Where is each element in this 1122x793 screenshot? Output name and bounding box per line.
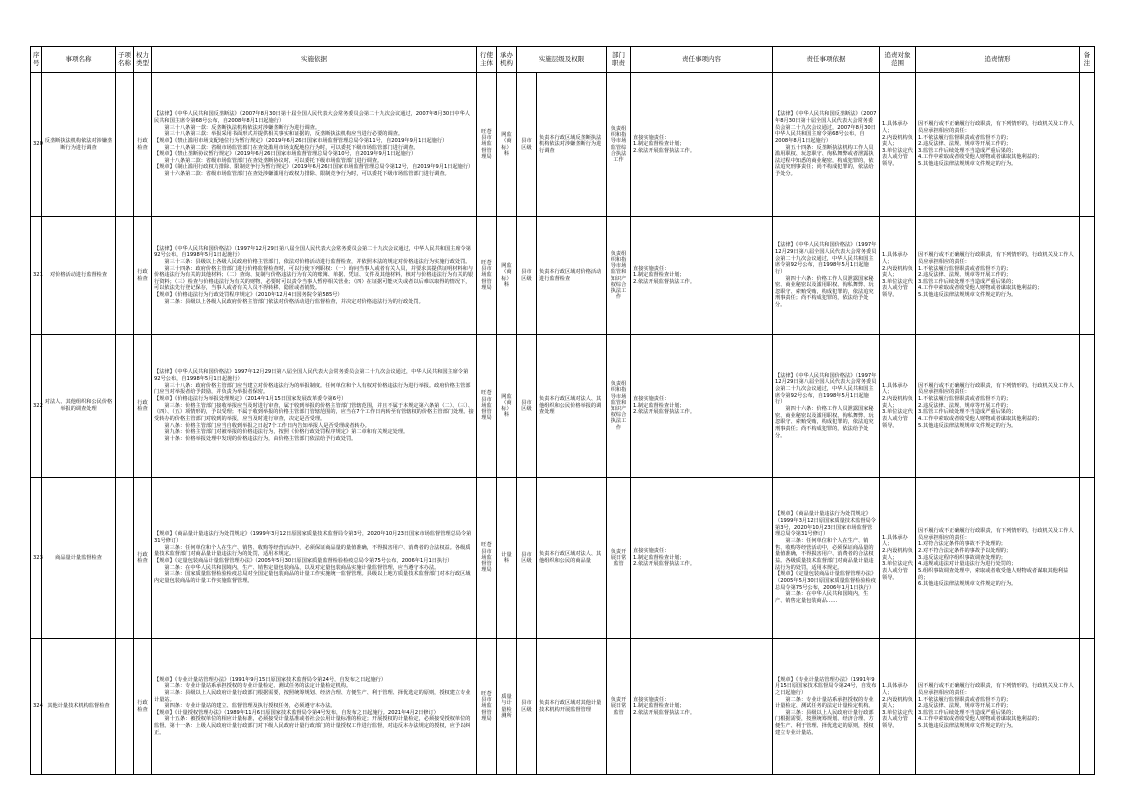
cell-note bbox=[1080, 217, 1095, 335]
table-row bbox=[31, 217, 1095, 335]
cell-resp-basis bbox=[773, 217, 880, 335]
header-target: 追责对象范围 bbox=[880, 47, 916, 73]
cell-name: 对价格活动进行监督检查 bbox=[42, 217, 116, 335]
cell-level: 县市区级 bbox=[517, 478, 537, 639]
cell-case bbox=[916, 73, 1080, 217]
cell-name: 对法人、其他组织和公民价格举报的调查处理 bbox=[42, 335, 116, 478]
basis-text: 【法律】《中华人民共和国反垄断法》（2007年8月30日第十届全国人民代表大会常务委员会第二十九次会议通过，2007年8月30日中华人民共和国主席令第68号公布，自2008年8月1日起施行） 第三十八条第一款：反垄断执法机构依法对涉嫌垄断行为进行调查。 第三十八条第三款：举报采用书面形式并提供相关事实和证据的，反垄断执法机构应当进行必要的调查。 【规章】《禁止滥用市场支配地位行为暂行规定》（2019年6月26日国家市场监督管理总局令第11号，自2019年9月1日起施行） 第二十八条第二款：省级市场监管部门在查处滥用市场支配地位行为时，可以委托下级市场监管部门进行调查。 【规章】《禁止垄断协议暂行规定》（2019年6月26日国家市场监督管理总局令第10号，自2019年9月1日起施行） 第十八条第二款：省级市场监管部门在查处垄断协议时，可以委托下级市场监管部门进行调查。 【规章】《制止滥用行政权力排除、限制竞争行为暂行规定》（2019年6月26日国家市场监督管理总局令第12号，自2019年9月1日起施行） 第十六条第二款：省级市场监管部门在查处涉嫌滥用行政权力排除、限制竞争行为时，可以委托下级市场监管部门进行调查。 bbox=[154, 111, 474, 178]
cell-case bbox=[916, 639, 1080, 775]
basis-text: 【法律】《中华人民共和国价格法》（1997年12月29日第八届全国人民代表大会常务委员会第二十九次会议通过，中华人民共和国主席令第92号公布，自1998年5月1日起施行） 第三十三条：县级以上各级人民政府价格主管部门，依法对价格活动进行监督检查，并依照本法的规定对价格违法行为实施行政处罚。 第三十四条：政府价格主管部门进行价格监督检查时，可以行使下列职权：（一）询问当事人或者有关人员，并要求其提供证明材料和与价格违法行为有关的其他材料；（二）查询、复制与价格违法行为有关的账簿、单据、凭证、文件及其他材料，核对与价格违法行为有关的银行资料；（三）检查与价格违法行为有关的财物，必要时可以责令当事人暂停相关营业；（四）在证据可能灭失或者以后难以取得的情况下，可以依法先行登记保存，当事人或者有关人员不得转移、隐匿或者销毁。 【规章】《价格违法行为行政处罚程序规定》（2010年12月4日国务院令第585号） 第二条：县级以上各级人民政府价格主管部门依法对价格活动进行监督检查，并决定对价格违法行为的行政处罚。 bbox=[154, 245, 474, 305]
cell-level: 县市区级 bbox=[517, 335, 537, 478]
cell-resp-basis bbox=[773, 639, 880, 775]
header-seq: 序号 bbox=[31, 47, 42, 73]
table-row bbox=[31, 335, 1095, 478]
case-text: 因不履行或不正确履行行政职责，有下列情形的，行政机关及工作人员应承担相应的责任： 1.不依法履行监督职责或者监督不力的； 2.违反法律、法规、规章等开展工作的； 3.监管工作后续处理不当造成严重后果的； 4.工作中索取或者收受他人财物或者谋取其他利益的； 5.其他违反法律法规规章文件规定的行为。 bbox=[918, 683, 1074, 730]
cell-basis bbox=[152, 335, 477, 478]
cell-basis bbox=[152, 478, 477, 639]
cell-seq: 324 bbox=[31, 639, 42, 775]
cell-dept-duty: 负责开展日常监管 bbox=[607, 478, 631, 639]
table-row bbox=[31, 639, 1095, 775]
cell-scope: 负责本行政区域对价格活动进行监督检查 bbox=[537, 217, 607, 335]
cell-target: 1.具体承办人； 2.内设机构负责人； 3.单位法定代表人或分管领导。 bbox=[880, 73, 916, 217]
case-text: 因不履行或不正确履行行政职责，有下列情形的，行政机关及工作人员应承担相应的责任： 1.不依法履行监督职责或者监督不力的； 2.违反法律、法规、规章等开展工作的； 3.监管工作后续处理不当造成严重后果的； 4.工作中索取或者收受他人财物或者谋取其他利益的； 5.其他违反法律法规规章文件规定的行为。 bbox=[918, 382, 1074, 429]
case-text: 因不履行或不正确履行行政职责，有下列情形的，行政机关及工作人员应承担相应的责任： 1.不依法履行监督职责或者监督不力的； 2.违反法律、法规、规章等开展工作的； 3.监管工作后续处理不当造成严重后果的； 4.工作中索取或者收受他人财物或者谋取其他利益的； 5.其他违反法律法规规章文件规定的行为。 bbox=[918, 252, 1074, 299]
cell-resp: 直接实施责任： 1.制定监督检查计划； 2.依法开展监督执法工作。 bbox=[631, 217, 773, 335]
cell-power: 行政检查 bbox=[134, 73, 152, 217]
cell-seq: 323 bbox=[31, 478, 42, 639]
cell-case bbox=[916, 478, 1080, 639]
cell-level: 县市区级 bbox=[517, 217, 537, 335]
cell-level: 县市区级 bbox=[517, 639, 537, 775]
cell-seq: 321 bbox=[31, 217, 42, 335]
case-text: 因不履行或不正确履行行政职责，有下列情形的，行政机关及工作人员应承担相应的责任： 1.不依法履行监督职责或者监督不力的； 2.违反法律、法规、规章等开展工作的； 3.监管工作后续处理不当造成严重后果的； 4.工作中索取或者收受他人财物或者谋取其他利益的； 5.其他违反法律法规规章文件规定的行为。 bbox=[918, 121, 1074, 168]
resp-basis-text: 【法律】《中华人民共和国价格法》（1997年12月29日第八届全国人民代表大会常务委员会第二十九次会议通过，中华人民共和国主席令第92号公布，自1998年5月1日起施行） 第四十六条：价格工作人员泄露国家秘密、商业秘密以及滥用职权、徇私舞弊、玩忽职守、索贿受贿，构成犯罪的，依法追究刑事责任；尚不构成犯罪的，依法给予处分。 bbox=[775, 242, 877, 309]
resp-basis-text: 【法律】《中华人民共和国反垄断法》（2007年8月30日第十届全国人民代表大会常务委员会第二十九次会议通过，2007年8月30日中华人民共和国主席令第68号公布，自2008年8月1日起施行） 第五十四条：反垄断执法机构工作人员滥用职权、玩忽职守、徇私舞弊或者泄露执法过程中知悉的商业秘密，构成犯罪的，依法追究刑事责任；尚不构成犯罪的，依法给予处分。 bbox=[775, 111, 877, 178]
cell-basis bbox=[152, 217, 477, 335]
cell-name: 商品量计量监督检查 bbox=[42, 478, 116, 639]
basis-text: 【规章】《专业计量站管理办法》（1991年9月15日原国家技术监督局令第24号，自发布之日起施行） 第二条：专业计量站系承担授权的专业计量检定、测试任务的法定计量检定机构。 第三条：县级以上人民政府计量行政部门根据需要，按照统筹规划、经济合理、方便生产、利于管理、择优选定的原则，授权建立专业计量站。 第四条：专业计量站的建立、监督管理及执行授权任务，必须遵守本办法。 【规章】《计量授权管理办法》（1989年11月6日原国家技术监督局令第4号发布，自发布之日起施行。2021年4月2日修订） 第十五条：被授权单位的相应计量标准，必须接受计量基准或者社会公用计量标准的检定；开展授权的计量检定，必须接受授权单位的监督。第十一条：上级人民政府计量行政部门对下级人民政府计量行政部门的计量授权工作进行监督，对违反本办法规定的授权，应予以纠正。 bbox=[154, 676, 471, 736]
table-row bbox=[31, 478, 1095, 639]
header-dept-duty: 部门职责 bbox=[607, 47, 631, 73]
cell-scope: 负责本行政区域反垄断执法机构依法对涉嫌垄断行为进行调查 bbox=[537, 73, 607, 217]
cell-case bbox=[916, 335, 1080, 478]
resp-basis-text: 【规章】《专业计量站管理办法》（1991年9月15日原国家技术监督局令第24号，自发布之日起施行） 第二条：专业计量站系承担授权的专业计量检定、测试任务的法定计量检定机构。 第三条：县级以上人民政府计量行政部门根据需要，按照统筹规划、经济合理、方便生产、利于管理、择优选定的原则，授权建立专业计量站。 bbox=[775, 676, 877, 736]
responsibility-table bbox=[30, 46, 1095, 775]
cell-org: 质量与计量检测所 bbox=[497, 639, 517, 775]
cell-org: 网监（商标）科 bbox=[497, 335, 517, 478]
cell-target: 1.具体承办人； 2.内设机构负责人； 3.单位法定代表人或分管领导。 bbox=[880, 335, 916, 478]
resp-basis-text: 【规章】《商品量计量违法行为处罚规定》（1999年3月12日原国家质量技术监督局令第3号，2020年10月23日国家市场监督管理总局令第31号修订） 第三条：任何单位和个人在生产、销售、收购等经营活动中，必须保证商品量的量值准确，不得损害用户、消费者的合法权益。各级质量技术监督部门对商品量计量违法行为的处罚，适用本规定。 【规章】《定量包装商品计量监督管理办法》（2005年5月30日原国家质量监督检验检疫总局令第75号公布，2006年1月1日执行） 第二条：在中华人民共和国境内，生产、销售定量包装商品…… bbox=[775, 511, 877, 604]
header-name: 事项名称 bbox=[42, 47, 116, 73]
cell-org: 网监（商标）科 bbox=[497, 217, 517, 335]
cell-resp: 直接实施责任： 1.制定监督检查计划； 2.依法开展监督执法工作。 bbox=[631, 73, 773, 217]
header-level: 实施层级及权限 bbox=[517, 47, 607, 73]
header-org: 承办机构 bbox=[497, 47, 517, 73]
header-case: 追责情形 bbox=[916, 47, 1080, 73]
cell-resp: 直接实施责任： 1.制定监督检查计划； 2.依法开展监督执法工作。 bbox=[631, 335, 773, 478]
document-page bbox=[30, 46, 1094, 778]
cell-note bbox=[1080, 478, 1095, 639]
cell-subject: 旺苍县市场监督管理局 bbox=[477, 639, 497, 775]
cell-power: 行政检查 bbox=[134, 217, 152, 335]
cell-resp: 直接实施责任： 1.制定监督检查计划； 2.依法开展监督执法工作。 bbox=[631, 478, 773, 639]
cell-sub bbox=[116, 217, 134, 335]
cell-case bbox=[916, 217, 1080, 335]
cell-resp-basis bbox=[773, 73, 880, 217]
resp-basis-text: 【法律】《中华人民共和国价格法》（1997年12月29日第八届全国人民代表大会常务委员会第二十九次会议通过，中华人民共和国主席令第92号公布，自1998年5月1日起施行） 第四十六条：价格工作人员泄露国家秘密、商业秘密以及滥用职权、徇私舞弊、玩忽职守、索贿受贿，构成犯罪的，依法追究刑事责任；尚不构成犯罪的，依法给予处分。 bbox=[775, 372, 877, 439]
cell-target: 1.具体承办人； 2.内设机构负责人； 3.单位法定代表人或分管领导。 bbox=[880, 639, 916, 775]
cell-seq: 320 bbox=[31, 73, 42, 217]
cell-basis bbox=[152, 73, 477, 217]
cell-level: 县市区级 bbox=[517, 73, 537, 217]
cell-scope: 负责本行政区域对法人、其他组织和公民的商品量 bbox=[537, 478, 607, 639]
cell-note bbox=[1080, 335, 1095, 478]
cell-scope: 负责本行政区域对其他计量技术机构开展监督管理 bbox=[537, 639, 607, 775]
header-basis: 实施依据 bbox=[152, 47, 477, 73]
header-subject: 行使主体 bbox=[477, 47, 497, 73]
cell-org: 网监（商标）科 bbox=[497, 73, 517, 217]
cell-resp-basis bbox=[773, 335, 880, 478]
cell-subject: 旺苍县市场监督管理局 bbox=[477, 335, 497, 478]
cell-target: 1.具体承办人； 2.内设机构负责人； 3.单位法定代表人或分管领导。 bbox=[880, 478, 916, 639]
cell-sub bbox=[116, 73, 134, 217]
header-power: 权力类型 bbox=[134, 47, 152, 73]
cell-subject: 旺苍县市场监督管理局 bbox=[477, 217, 497, 335]
basis-text: 【法律】《中华人民共和国价格法》1997年12月29日第八届全国人民代表大会常务委员会第二十九次会议通过，中华人民共和国主席令第92号公布，自1998年5月1日起施行） 第三十八条：政府价格主管部门应当建立对价格违法行为的举报制度。任何单位和个人有权对价格违法行为进行举报。政府价格主管部门应当对举报者给予鼓励，并负责为举报者保密。 【规章】《价格违法行为举报处理规定》（2014年1月15日国家发展改革委令第6号） 第三条：价格主管部门接收举报应当及时进行审查，属于收到举报的价格主管部门管辖范围，并且不属于本规定第六条第（二）、（三）、（四）、（五）项情形的，予以受理；不属于收到举报的价格主管部门管辖范围的，应当在7个工作日内转至有管辖权的价格主管部门处理。接受转办的价格主管部门对收到的举报，应当及时进行审查，决定是否受理。 第八条：价格主管部门应当自收到举报之日起7个工作日内告知举报人是否受理或者转办。 第九条：价格主管部门对被举报的价格违法行为，按照《价格行政处罚程序规定》第二章和有关规定处理。 第十条：价格举报处理中发现的价格违法行为，由价格主管部门依法给予行政处罚。 bbox=[154, 369, 474, 442]
cell-name: 反垄断执法机构依法对涉嫌垄断行为进行调查 bbox=[42, 73, 116, 217]
header-note: 备注 bbox=[1080, 47, 1095, 73]
cell-sub bbox=[116, 478, 134, 639]
cell-org: 计量科 bbox=[497, 478, 517, 639]
cell-power: 行政检查 bbox=[134, 639, 152, 775]
cell-dept-duty: 负责开展日常监管 bbox=[607, 639, 631, 775]
header-resp: 责任事项内容 bbox=[631, 47, 773, 73]
cell-seq: 322 bbox=[31, 335, 42, 478]
header-resp-basis: 责任事项依据 bbox=[773, 47, 880, 73]
cell-basis bbox=[152, 639, 477, 775]
case-text: 因不履行或不正确履行行政职责，有下列情形的，行政机关及工作人员应承担相应的责任： 1.对符合法定条件的事故不予处理的； 2.对不符合法定条件的事故予以处理的； 3.违反法定程序组织事故调查处理的； 4.违规或违法对计量违法行为进行处罚的； 5.组织事故调查处理中，索取或者收受他人财物或者谋取其他利益的； 6.其他违反法律法规规章文件规定的行为。 bbox=[918, 528, 1074, 588]
cell-dept-duty: 负责组织和指导市场监管综合执法工作 bbox=[607, 73, 631, 217]
cell-resp-basis bbox=[773, 478, 880, 639]
header-row bbox=[31, 47, 1095, 73]
cell-subject: 旺苍县市场监督管理局 bbox=[477, 478, 497, 639]
table-row bbox=[31, 73, 1095, 217]
cell-dept-duty: 负责组织和指导市场监管和知识产权综合执法工作 bbox=[607, 217, 631, 335]
cell-power: 行政检查 bbox=[134, 335, 152, 478]
cell-note bbox=[1080, 73, 1095, 217]
header-sub: 子项名称 bbox=[116, 47, 134, 73]
basis-text: 【规章】《商品量计量违法行为处罚规定》（1999年3月12日原国家质量技术监督局令第3号，2020年10月23日国家市场监督管理总局令第31号修订） 第三条：任何单位和个人在生产、销售、收购等经营活动中，必须保证商品量的量值准确，不得损害用户、消费者的合法权益。各级质量技术监督部门对商品量计量违法行为的处罚，适用本规定。 【规章】《定量包装商品计量监督管理办法》（2005年5月30日原国家质量监督检验检疫总局令第75号公布，2006年1月1日执行） 第二条：在中华人民共和国境内，生产、销售定量包装商品，以及对定量包装商品实施计量监督管理，应当遵守本办法。 第三条：国家质量监督检验检疫总局对全国定量包装商品的计量工作实施统一监督管理。县级以上地方质量技术监督部门对本行政区域内定量包装商品的计量工作实施监督管理。 bbox=[154, 531, 472, 584]
cell-resp: 直接实施责任： 1.制定监督检查计划； 2.依法开展监督执法工作。 bbox=[631, 639, 773, 775]
cell-subject: 旺苍县市场监督管理局 bbox=[477, 73, 497, 217]
cell-sub bbox=[116, 335, 134, 478]
cell-name: 其他计量技术机构监督检查 bbox=[42, 639, 116, 775]
cell-dept-duty: 负责组织和指导市场监管和知识产权综合执法工作 bbox=[607, 335, 631, 478]
cell-scope: 负责本行政区域对法人、其他组织和公民价格举报的调查处理 bbox=[537, 335, 607, 478]
cell-note bbox=[1080, 639, 1095, 775]
cell-sub bbox=[116, 639, 134, 775]
cell-power: 行政检查 bbox=[134, 478, 152, 639]
cell-target: 1.具体承办人； 2.内设机构负责人； 3.单位法定代表人或分管领导。 bbox=[880, 217, 916, 335]
